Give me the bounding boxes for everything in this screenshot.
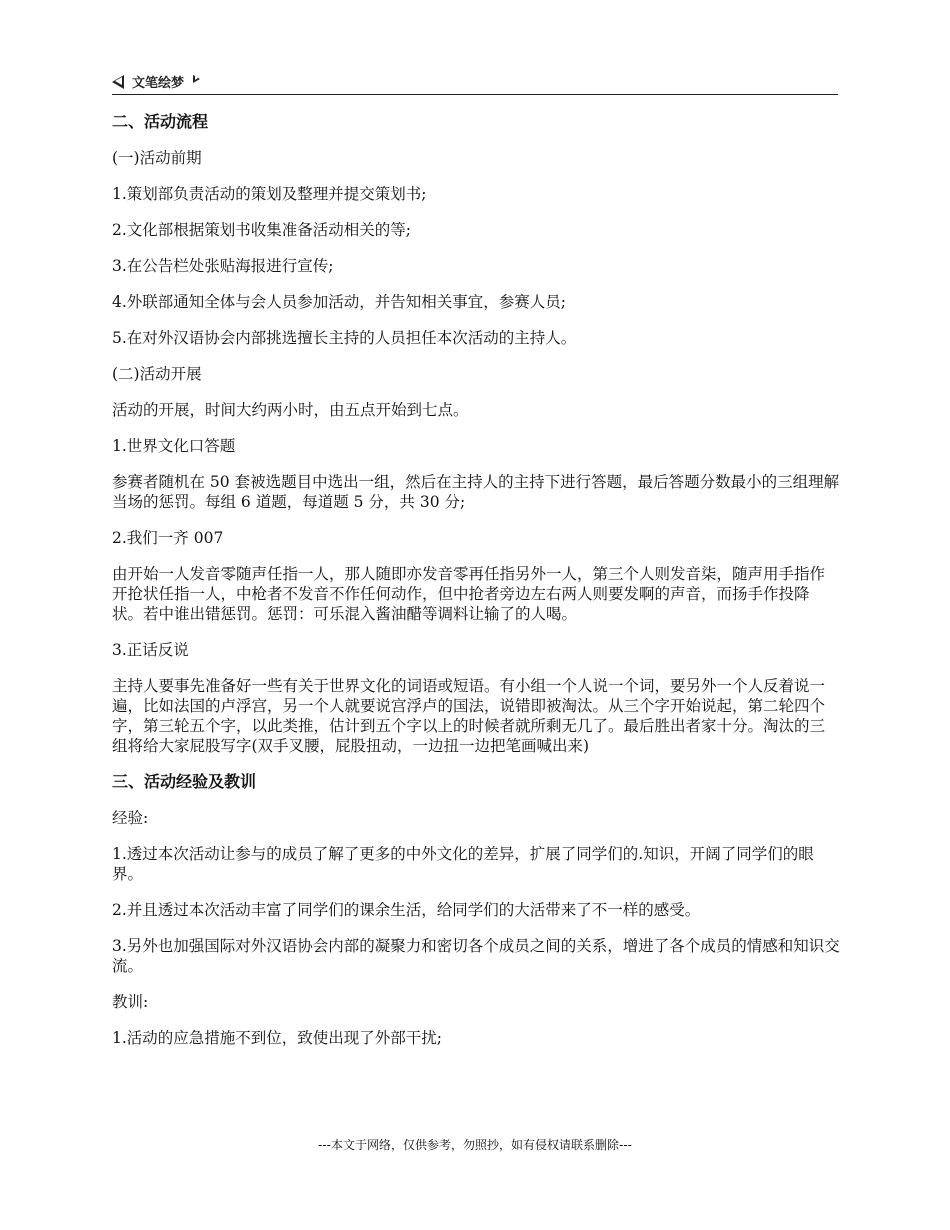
subsection-title: 教训: [112, 993, 149, 1011]
subsection-title: 经验: [112, 809, 149, 827]
triangle-right-icon [193, 75, 200, 83]
subsection-title: (二)活动开展 [112, 365, 202, 383]
section-heading: 二、活动流程 [112, 112, 209, 131]
triangle-left-icon [112, 75, 124, 89]
subsection-title: (一)活动前期 [112, 149, 202, 167]
page-footer: ---本文于网络，仅供参考，勿照抄，如有侵权请联系删除--- [318, 1138, 632, 1152]
paragraph: 3.另外也加强国际对外汉语协会内部的凝聚力和密切各个成员之间的关系，增进了各个成员的情感和知识交流。 [112, 937, 840, 975]
paragraph: 4.外联部通知全体与会人员参加活动，并告知相关事宜，参赛人员; [112, 293, 567, 311]
paragraph: 3.在公告栏处张贴海报进行宣传; [112, 257, 334, 275]
brand [112, 72, 200, 91]
paragraph: 5.在对外汉语协会内部挑选擅长主持的人员担任本次活动的主持人。 [112, 329, 577, 347]
item-title: 1.世界文化口答题 [112, 437, 236, 455]
brand-text: 文笔绘梦 [132, 76, 185, 91]
item-title: 2.我们一齐 007 [112, 529, 224, 547]
document-body [112, 112, 840, 1048]
paragraph: 参赛者随机在 50 套被选题目中选出一组，然后在主持人的主持下进行答题，最后答题分数最小的三组理解当场的惩罚。每组 6 道题，每道题 5 分，共 30 分; [112, 473, 840, 511]
paragraph: 2.并且透过本次活动丰富了同学们的课余生活，给同学们的大活带来了不一样的感受。 [112, 901, 701, 919]
paragraph: 活动的开展，时间大约两小时，由五点开始到七点。 [112, 401, 469, 419]
item-title: 3.正话反说 [112, 641, 189, 659]
paragraph: 1.透过本次活动让参与的成员了解了更多的中外文化的差异，扩展了同学们的.知识，开阔了同学们的眼界。 [112, 845, 814, 883]
paragraph: 2.文化部根据策划书收集准备活动相关的等; [112, 221, 412, 239]
paragraph: 1.策划部负责活动的策划及整理并提交策划书; [112, 185, 427, 203]
section-heading: 三、活动经验及教训 [112, 772, 257, 791]
page-header [112, 72, 838, 95]
paragraph: 1.活动的应急措施不到位，致使出现了外部干扰; [112, 1029, 443, 1047]
paragraph: 主持人要事先准备好一些有关于世界文化的词语或短语。有小组一个人说一个词，要另外一个人反着说一遍，比如法国的卢浮宫，另一个人就要说宫浮卢的国法，说错即被淘汰。从三个字开始说起，第二轮四个字，第三轮五个字，以此类推，估计到五个字以上的时候者就所剩无几了。最后胜出者家十分。淘汰的三组将给大家屁股写字(双手叉腰，屁股扭动，一边扭一边把笔画喊出来) [112, 677, 826, 755]
paragraph: 由开始一人发音零随声任指一人，那人随即亦发音零再任指另外一人，第三个人则发音柒，随声用手指作开抢状任指一人，中枪者不发音不作任何动作，但中抢者旁边左右两人则要发啊的声音，而扬手作投降状。若中谁出错惩罚。惩罚：可乐混入酱油醋等调料让输了的人喝。 [112, 565, 826, 623]
